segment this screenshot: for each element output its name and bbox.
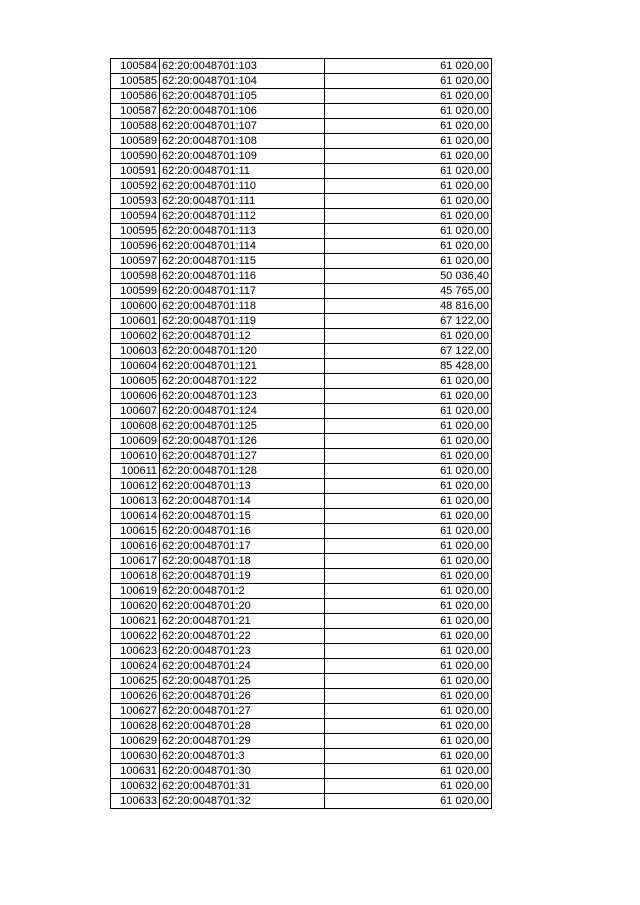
table-row: [111, 584, 492, 599]
table-row: [111, 284, 492, 299]
table-row: [111, 644, 492, 659]
cadastral-value-cell: 61 020,00: [325, 554, 492, 569]
cadastral-number-cell: 62:20:0048701:119: [160, 314, 325, 329]
cadastral-value-cell: 61 020,00: [325, 539, 492, 554]
cadastral-number-cell: 62:20:0048701:31: [160, 779, 325, 794]
cadastral-number-cell: 62:20:0048701:123: [160, 389, 325, 404]
row-number-cell: 100606: [111, 389, 160, 404]
cadastral-value-cell: 61 020,00: [325, 584, 492, 599]
cadastral-value-cell: 61 020,00: [325, 149, 492, 164]
table-row: [111, 374, 492, 389]
cadastral-value-cell: 61 020,00: [325, 449, 492, 464]
row-number-cell: 100592: [111, 179, 160, 194]
cadastral-value-cell: 61 020,00: [325, 404, 492, 419]
row-number-cell: 100627: [111, 704, 160, 719]
row-number-cell: 100609: [111, 434, 160, 449]
row-number-cell: 100612: [111, 479, 160, 494]
cadastral-value-cell: 61 020,00: [325, 419, 492, 434]
cadastral-number-cell: 62:20:0048701:107: [160, 119, 325, 134]
table-row: [111, 209, 492, 224]
cadastral-number-cell: 62:20:0048701:114: [160, 239, 325, 254]
cadastral-value-cell: 61 020,00: [325, 179, 492, 194]
table-row: [111, 599, 492, 614]
row-number-cell: 100617: [111, 554, 160, 569]
cadastral-value-cell: 61 020,00: [325, 59, 492, 74]
row-number-cell: 100619: [111, 584, 160, 599]
row-number-cell: 100589: [111, 134, 160, 149]
cadastral-number-cell: 62:20:0048701:108: [160, 134, 325, 149]
cadastral-number-cell: 62:20:0048701:116: [160, 269, 325, 284]
cadastral-value-cell: 50 036,40: [325, 269, 492, 284]
cadastral-number-cell: 62:20:0048701:23: [160, 644, 325, 659]
table-row: [111, 794, 492, 809]
cadastral-value-cell: 61 020,00: [325, 209, 492, 224]
cadastral-number-cell: 62:20:0048701:28: [160, 719, 325, 734]
row-number-cell: 100586: [111, 89, 160, 104]
cadastral-number-cell: 62:20:0048701:121: [160, 359, 325, 374]
row-number-cell: 100614: [111, 509, 160, 524]
table-row: [111, 719, 492, 734]
table-row: [111, 464, 492, 479]
cadastral-value-cell: 61 020,00: [325, 89, 492, 104]
row-number-cell: 100587: [111, 104, 160, 119]
row-number-cell: 100626: [111, 689, 160, 704]
table-row: [111, 389, 492, 404]
cadastral-value-cell: 61 020,00: [325, 734, 492, 749]
table-row: [111, 134, 492, 149]
cadastral-value-cell: 61 020,00: [325, 794, 492, 809]
cadastral-number-cell: 62:20:0048701:127: [160, 449, 325, 464]
cadastral-number-cell: 62:20:0048701:24: [160, 659, 325, 674]
row-number-cell: 100600: [111, 299, 160, 314]
table-row: [111, 539, 492, 554]
table-row: [111, 524, 492, 539]
row-number-cell: 100630: [111, 749, 160, 764]
row-number-cell: 100602: [111, 329, 160, 344]
cadastral-value-cell: 61 020,00: [325, 464, 492, 479]
table-row: [111, 164, 492, 179]
table-row: [111, 434, 492, 449]
cadastral-value-cell: 61 020,00: [325, 119, 492, 134]
row-number-cell: 100628: [111, 719, 160, 734]
row-number-cell: 100595: [111, 224, 160, 239]
cadastral-number-cell: 62:20:0048701:124: [160, 404, 325, 419]
cadastral-value-cell: 61 020,00: [325, 689, 492, 704]
cadastral-value-cell: 61 020,00: [325, 719, 492, 734]
row-number-cell: 100599: [111, 284, 160, 299]
row-number-cell: 100611: [111, 464, 160, 479]
row-number-cell: 100618: [111, 569, 160, 584]
cadastral-number-cell: 62:20:0048701:111: [160, 194, 325, 209]
cadastral-value-cell: 67 122,00: [325, 314, 492, 329]
table-row: [111, 254, 492, 269]
row-number-cell: 100610: [111, 449, 160, 464]
table-row: [111, 449, 492, 464]
cadastral-value-cell: 61 020,00: [325, 239, 492, 254]
row-number-cell: 100596: [111, 239, 160, 254]
table-row: [111, 569, 492, 584]
table-row: [111, 194, 492, 209]
cadastral-number-cell: 62:20:0048701:122: [160, 374, 325, 389]
cadastral-number-cell: 62:20:0048701:103: [160, 59, 325, 74]
row-number-cell: 100593: [111, 194, 160, 209]
cadastral-number-cell: 62:20:0048701:113: [160, 224, 325, 239]
table-row: [111, 614, 492, 629]
row-number-cell: 100615: [111, 524, 160, 539]
cadastral-number-cell: 62:20:0048701:22: [160, 629, 325, 644]
cadastral-value-cell: 61 020,00: [325, 104, 492, 119]
cadastral-number-cell: 62:20:0048701:17: [160, 539, 325, 554]
cadastral-value-cell: 61 020,00: [325, 134, 492, 149]
row-number-cell: 100607: [111, 404, 160, 419]
cadastral-number-cell: 62:20:0048701:13: [160, 479, 325, 494]
table-row: [111, 629, 492, 644]
table-row: [111, 74, 492, 89]
cadastral-value-cell: 61 020,00: [325, 224, 492, 239]
cadastral-value-cell: 45 765,00: [325, 284, 492, 299]
cadastral-value-cell: 61 020,00: [325, 764, 492, 779]
cadastral-value-cell: 61 020,00: [325, 749, 492, 764]
cadastral-value-cell: 61 020,00: [325, 329, 492, 344]
cadastral-value-cell: 61 020,00: [325, 704, 492, 719]
row-number-cell: 100597: [111, 254, 160, 269]
cadastral-number-cell: 62:20:0048701:21: [160, 614, 325, 629]
cadastral-number-cell: 62:20:0048701:109: [160, 149, 325, 164]
cadastral-value-cell: 61 020,00: [325, 194, 492, 209]
cadastral-number-cell: 62:20:0048701:20: [160, 599, 325, 614]
cadastral-value-cell: 61 020,00: [325, 479, 492, 494]
cadastral-number-cell: 62:20:0048701:106: [160, 104, 325, 119]
row-number-cell: 100594: [111, 209, 160, 224]
table-row: [111, 89, 492, 104]
table-row: [111, 689, 492, 704]
cadastral-value-cell: 61 020,00: [325, 164, 492, 179]
row-number-cell: 100620: [111, 599, 160, 614]
row-number-cell: 100623: [111, 644, 160, 659]
table-row: [111, 344, 492, 359]
table-row: [111, 494, 492, 509]
table-row: [111, 299, 492, 314]
cadastral-number-cell: 62:20:0048701:118: [160, 299, 325, 314]
row-number-cell: 100585: [111, 74, 160, 89]
cadastral-number-cell: 62:20:0048701:11: [160, 164, 325, 179]
row-number-cell: 100632: [111, 779, 160, 794]
row-number-cell: 100588: [111, 119, 160, 134]
cadastral-number-cell: 62:20:0048701:126: [160, 434, 325, 449]
table-row: [111, 119, 492, 134]
cadastral-number-cell: 62:20:0048701:18: [160, 554, 325, 569]
row-number-cell: 100633: [111, 794, 160, 809]
table-row: [111, 509, 492, 524]
cadastral-value-cell: 85 428,00: [325, 359, 492, 374]
cadastral-number-cell: 62:20:0048701:115: [160, 254, 325, 269]
row-number-cell: 100605: [111, 374, 160, 389]
cadastral-number-cell: 62:20:0048701:2: [160, 584, 325, 599]
table-row: [111, 674, 492, 689]
cadastral-number-cell: 62:20:0048701:14: [160, 494, 325, 509]
cadastral-value-cell: 61 020,00: [325, 509, 492, 524]
cadastral-value-cell: 61 020,00: [325, 629, 492, 644]
row-number-cell: 100584: [111, 59, 160, 74]
cadastral-number-cell: 62:20:0048701:3: [160, 749, 325, 764]
table-row: [111, 104, 492, 119]
row-number-cell: 100625: [111, 674, 160, 689]
table-row: [111, 704, 492, 719]
table-row: [111, 554, 492, 569]
table-row: [111, 479, 492, 494]
table-row: [111, 779, 492, 794]
cadastral-value-cell: 61 020,00: [325, 779, 492, 794]
row-number-cell: 100604: [111, 359, 160, 374]
table-row: [111, 749, 492, 764]
cadastral-value-cell: 67 122,00: [325, 344, 492, 359]
row-number-cell: 100629: [111, 734, 160, 749]
table-row: [111, 734, 492, 749]
cadastral-value-cell: 61 020,00: [325, 494, 492, 509]
table-row: [111, 239, 492, 254]
cadastral-number-cell: 62:20:0048701:104: [160, 74, 325, 89]
cadastral-value-cell: 61 020,00: [325, 599, 492, 614]
cadastral-number-cell: 62:20:0048701:27: [160, 704, 325, 719]
cadastral-value-cell: 61 020,00: [325, 569, 492, 584]
row-number-cell: 100631: [111, 764, 160, 779]
table-row: [111, 419, 492, 434]
row-number-cell: 100616: [111, 539, 160, 554]
cadastral-number-cell: 62:20:0048701:117: [160, 284, 325, 299]
table-row: [111, 149, 492, 164]
cadastral-number-cell: 62:20:0048701:105: [160, 89, 325, 104]
cadastral-number-cell: 62:20:0048701:110: [160, 179, 325, 194]
cadastral-number-cell: 62:20:0048701:30: [160, 764, 325, 779]
row-number-cell: 100622: [111, 629, 160, 644]
cadastral-value-cell: 61 020,00: [325, 389, 492, 404]
row-number-cell: 100603: [111, 344, 160, 359]
row-number-cell: 100590: [111, 149, 160, 164]
table-row: [111, 329, 492, 344]
cadastral-number-cell: 62:20:0048701:32: [160, 794, 325, 809]
row-number-cell: 100621: [111, 614, 160, 629]
table-row: [111, 764, 492, 779]
table-row: [111, 59, 492, 74]
cadastral-number-cell: 62:20:0048701:112: [160, 209, 325, 224]
cadastral-value-cell: 61 020,00: [325, 434, 492, 449]
table-body: [111, 59, 492, 809]
table-row: [111, 269, 492, 284]
table-row: [111, 224, 492, 239]
cadastral-value-cell: 48 816,00: [325, 299, 492, 314]
cadastral-number-cell: 62:20:0048701:16: [160, 524, 325, 539]
cadastral-number-cell: 62:20:0048701:19: [160, 569, 325, 584]
cadastral-value-cell: 61 020,00: [325, 524, 492, 539]
cadastral-number-cell: 62:20:0048701:120: [160, 344, 325, 359]
cadastral-value-cell: 61 020,00: [325, 644, 492, 659]
cadastral-number-cell: 62:20:0048701:25: [160, 674, 325, 689]
cadastral-value-cell: 61 020,00: [325, 374, 492, 389]
row-number-cell: 100591: [111, 164, 160, 179]
row-number-cell: 100601: [111, 314, 160, 329]
cadastral-value-cell: 61 020,00: [325, 614, 492, 629]
table-row: [111, 659, 492, 674]
cadastral-value-cell: 61 020,00: [325, 674, 492, 689]
cadastral-number-cell: 62:20:0048701:15: [160, 509, 325, 524]
table-row: [111, 404, 492, 419]
row-number-cell: 100608: [111, 419, 160, 434]
cadastral-value-table: [110, 58, 492, 809]
cadastral-value-cell: 61 020,00: [325, 254, 492, 269]
table-row: [111, 359, 492, 374]
table-row: [111, 314, 492, 329]
cadastral-value-cell: 61 020,00: [325, 659, 492, 674]
table-row: [111, 179, 492, 194]
cadastral-number-cell: 62:20:0048701:26: [160, 689, 325, 704]
cadastral-number-cell: 62:20:0048701:125: [160, 419, 325, 434]
cadastral-number-cell: 62:20:0048701:29: [160, 734, 325, 749]
row-number-cell: 100624: [111, 659, 160, 674]
cadastral-number-cell: 62:20:0048701:128: [160, 464, 325, 479]
cadastral-number-cell: 62:20:0048701:12: [160, 329, 325, 344]
row-number-cell: 100613: [111, 494, 160, 509]
cadastral-value-cell: 61 020,00: [325, 74, 492, 89]
row-number-cell: 100598: [111, 269, 160, 284]
